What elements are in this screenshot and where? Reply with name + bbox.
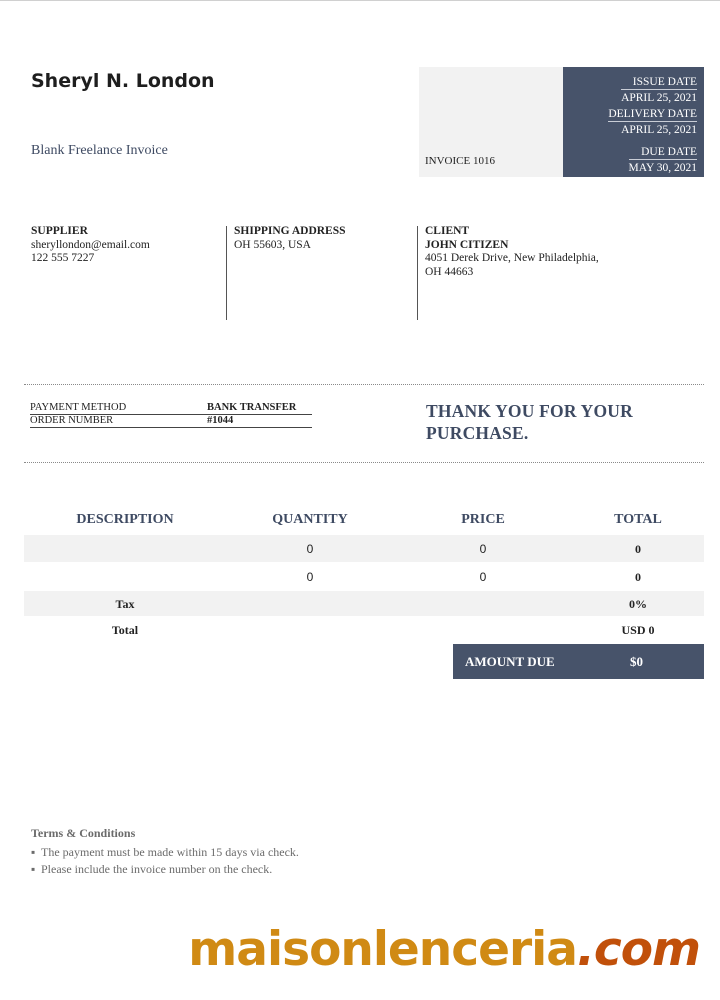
- dotted-divider: [24, 384, 704, 385]
- column-header-price: PRICE: [461, 512, 505, 527]
- table-row: [24, 535, 704, 562]
- payment-method-row: [30, 402, 312, 415]
- cell-quantity: 0: [306, 542, 314, 556]
- supplier-name-title: Sheryl N. London: [31, 70, 215, 92]
- due-date-label: DUE DATE: [641, 146, 697, 158]
- total-label: Total: [111, 623, 139, 637]
- invoice-number-box: [419, 67, 563, 177]
- dotted-divider: [24, 462, 704, 463]
- supplier-heading: SUPPLIER: [31, 225, 88, 237]
- total-value: USD 0: [621, 623, 655, 637]
- column-header-quantity: QUANTITY: [272, 512, 348, 527]
- amount-due-box: [453, 644, 704, 679]
- terms-item: [31, 862, 272, 877]
- thank-you-message: THANK YOU FOR YOUR PURCHASE.: [426, 401, 633, 443]
- terms-item-text: The payment must be made within 15 days via check.: [41, 845, 299, 859]
- issue-date-value: APRIL 25, 2021: [621, 89, 697, 105]
- watermark-name: maisonlenceria: [188, 922, 578, 977]
- document-subtitle: Blank Freelance Invoice: [31, 143, 168, 158]
- issue-date-group: [621, 75, 697, 105]
- client-heading: CLIENT: [425, 225, 470, 237]
- order-number-row: [30, 415, 312, 428]
- bullet-icon: ▪: [31, 862, 36, 876]
- column-header-description: DESCRIPTION: [76, 512, 174, 527]
- shipping-block: [234, 225, 346, 252]
- cell-total: 0: [635, 542, 641, 556]
- cell-price: 0: [479, 570, 487, 584]
- table-row: [24, 563, 704, 590]
- invoice-number: INVOICE 1016: [425, 155, 495, 167]
- amount-due-label: AMOUNT DUE: [465, 654, 555, 669]
- watermark-domain: .com: [577, 922, 700, 977]
- due-date-value: MAY 30, 2021: [629, 159, 697, 175]
- supplier-block: [31, 225, 150, 266]
- client-name: JOHN CITIZEN: [425, 238, 509, 251]
- terms-item: [31, 845, 299, 860]
- delivery-date-group: [608, 107, 697, 137]
- shipping-address: OH 55603, USA: [234, 238, 311, 251]
- terms-heading: Terms & Conditions: [31, 826, 136, 840]
- terms-item-text: Please include the invoice number on the check.: [41, 862, 273, 876]
- payment-info-table: [30, 402, 312, 428]
- cell-quantity: 0: [306, 570, 314, 584]
- watermark-logo: [188, 922, 700, 977]
- top-border-line: [0, 0, 720, 1]
- due-date-group: [629, 145, 697, 175]
- amount-due-value: $0: [630, 654, 643, 669]
- column-divider: [226, 226, 227, 320]
- client-address-line1: 4051 Derek Drive, New Philadelphia,: [425, 252, 599, 264]
- order-number-value: #1044: [207, 415, 234, 426]
- cell-total: 0: [635, 570, 641, 584]
- tax-label: Tax: [115, 597, 135, 611]
- total-row: [24, 617, 704, 642]
- payment-method-value: BANK TRANSFER: [207, 402, 297, 413]
- supplier-phone: 122 555 7227: [31, 252, 95, 264]
- issue-date-label: ISSUE DATE: [632, 76, 697, 88]
- column-divider: [417, 226, 418, 320]
- delivery-date-label: DELIVERY DATE: [608, 108, 697, 120]
- dates-panel: [563, 67, 704, 177]
- supplier-email: sheryllondon@email.com: [31, 238, 150, 251]
- order-number-label: ORDER NUMBER: [30, 415, 114, 426]
- payment-method-label: PAYMENT METHOD: [30, 402, 127, 413]
- shipping-heading: SHIPPING ADDRESS: [234, 225, 346, 237]
- bullet-icon: ▪: [31, 845, 36, 859]
- cell-price: 0: [479, 542, 487, 556]
- delivery-date-value: APRIL 25, 2021: [608, 121, 697, 137]
- client-block: [425, 225, 599, 279]
- client-address-line2: OH 44663: [425, 265, 474, 278]
- tax-value: 0%: [629, 597, 647, 611]
- column-header-total: TOTAL: [614, 512, 662, 527]
- tax-row: [24, 591, 704, 616]
